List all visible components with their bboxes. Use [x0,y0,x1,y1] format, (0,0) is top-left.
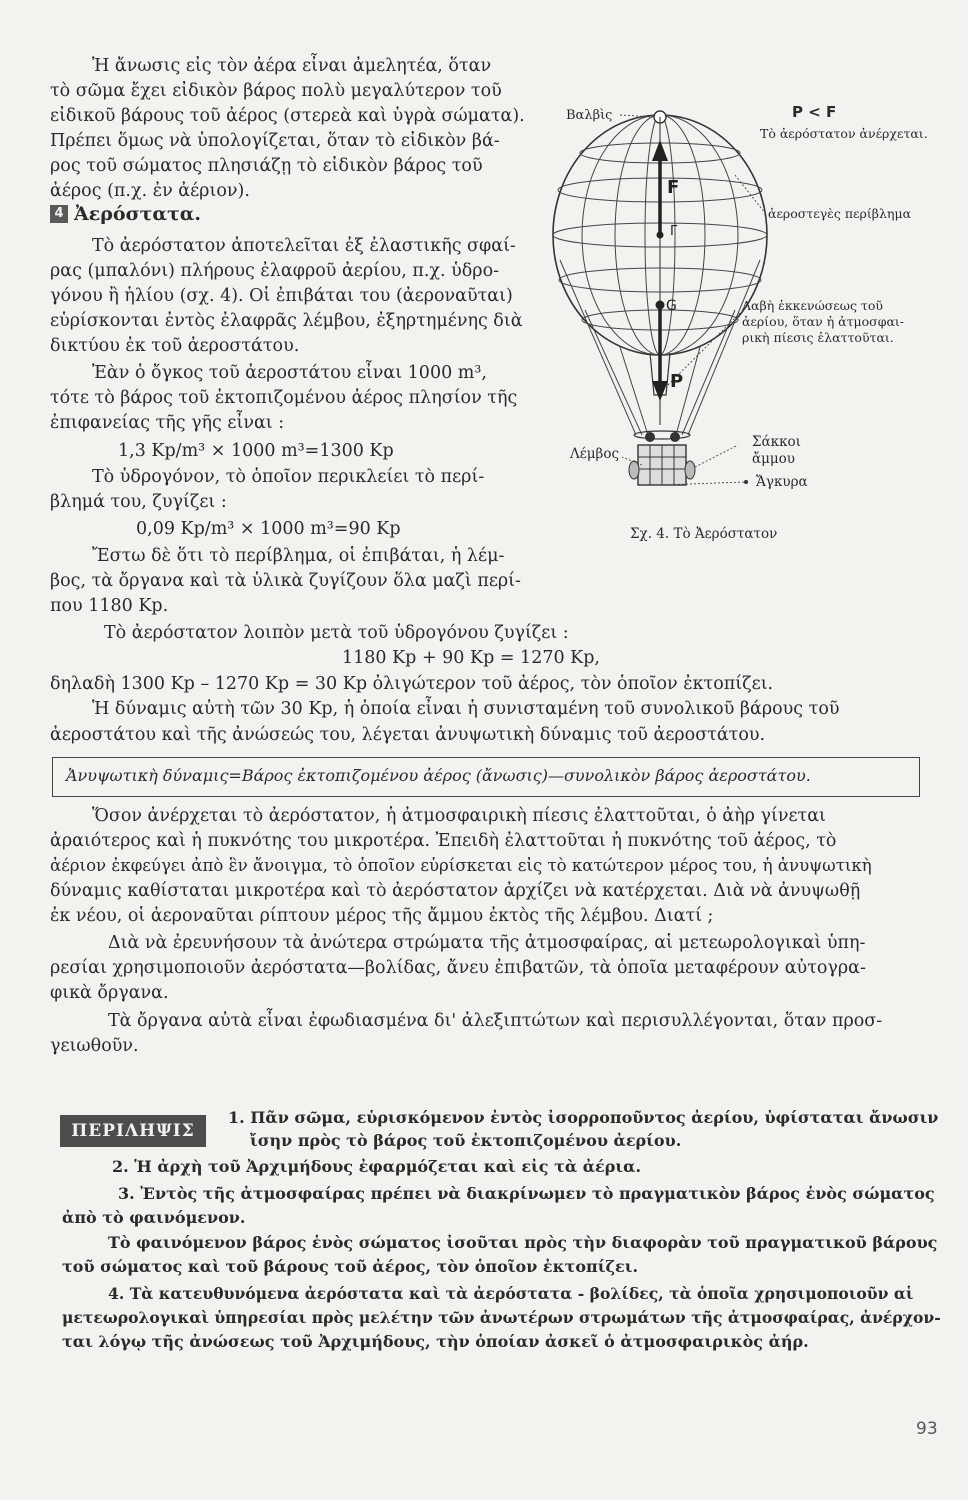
center-G-label: G [666,298,677,314]
body-full-5: ἀεροστάτου καὶ τῆς ἀνώσεώς του, λέγεται ἀνυψωτικὴ δύναμις τοῦ ἀεροστάτου. [50,725,766,745]
body-left-11: βλημά του, ζυγίζει : [50,492,227,512]
summary-line-7: τοῦ σώματος καὶ τοῦ βάρους τοῦ ἀέρος, τὸν ὁποῖον ἐκτοπίζει. [62,1257,639,1276]
body-after-5: ἐκ νέου, οἱ ἀεροναῦται ρίπτουν μέρος τῆς ἄμμου ἐκτὸς τῆς λέμβου. Διατί ; [50,906,714,926]
summary-line-3: 2. Ἡ ἀρχὴ τοῦ Ἀρχιμήδους ἐφαρμόζεται καὶ εἰς τὰ ἀέρια. [112,1157,642,1176]
intro-line-4: Πρέπει ὅμως νὰ ὑπολογίζεται, ὅταν τὸ εἰδικὸν βά- [50,131,500,151]
body-left-13: Ἔστω δὲ ὅτι τὸ περίβλημα, οἱ ἐπιβάται, ἡ λέμ- [92,546,505,566]
body-left-3: γόνου ἢ ἡλίου (σχ. 4). Οἱ ἐπιβάται του (ἀεροναῦται) [50,286,513,306]
lift-formula: Ἀνυψωτικὴ δύναμις=Βάρος ἐκτοπιζομένου ἀέρος (ἄνωσις)—συνολικὸν βάρος ἀεροστάτου. [66,766,811,785]
condition-note: Τὸ ἀερόστατον ἀνέρχεται. [760,126,928,141]
body-after-7: ρεσίαι χρησιμοποιοῦν ἀερόστατα—βολίδας, ἄνευ ἐπιβατῶν, τὰ ὁποῖα μεταφέρουν αὐτογρα- [50,958,866,978]
body-left-1: Τὸ ἀερόστατον ἀποτελεῖται ἐξ ἐλαστικῆς σφαί- [92,236,516,256]
intro-line-5: ρος τοῦ σώματος πλησιάζῃ τὸ εἰδικὸν βάρος τοῦ [50,156,483,176]
body-left-7: τότε τὸ βάρος τοῦ ἐκτοπιζομένου ἀέρος πλησίον τῆς [50,388,518,408]
force-P-arrow-icon [652,381,668,401]
body-after-9: Τὰ ὄργανα αὐτὰ εἶναι ἐφωδιασμένα δι' ἀλεξιπτώτων καὶ περισυλλέγονται, ὅταν προσ- [108,1011,883,1031]
body-after-4: δύναμις καθίσταται μικροτέρα καὶ τὸ ἀερόστατον ἀρχίζει νὰ κατέρχεται. Διὰ νὰ ἀνυψωθῇ [50,881,861,901]
label-sandbags-1: Σάκκοι [752,434,801,450]
body-after-6: Διὰ νὰ ἐρευνήσουν τὰ ἀνώτερα στρώματα τῆς ἀτμοσφαίρας, αἱ μετεωρολογικαὶ ὑπη- [108,933,866,953]
label-valve: Βαλβὶς [566,108,613,123]
label-envelope: ἀεροστεγὲς περίβλημα [768,206,912,221]
body-left-8: ἐπιφανείας τῆς γῆς εἶναι : [50,413,285,433]
condition-label: P < F [792,103,837,121]
body-after-2: ἀραιότερος καὶ ἡ πυκνότης του μικροτέρα. Ἐπειδὴ ἐλαττοῦται ἡ πυκνότης τοῦ ἀέρος, τὸ [50,831,837,851]
body-left-5: δικτύου ἐκ τοῦ ἀεροστάτου. [50,336,300,356]
intro-line-2: τὸ σῶμα ἔχει εἰδικὸν βάρος πολὺ μεγαλύτερον τοῦ [50,81,502,101]
body-after-1: Ὅσον ἀνέρχεται τὸ ἀερόστατον, ἡ ἀτμοσφαιρικὴ πίεσις ἐλαττοῦται, ὁ ἀὴρ γίνεται [92,806,826,826]
label-handle-3: ρικὴ πίεσις ἐλαττοῦται. [742,330,894,345]
body-left-6: Ἐὰν ὁ ὄγκος τοῦ ἀεροστάτου εἶναι 1000 m³, [92,363,487,383]
body-after-8: φικὰ ὄργανα. [50,983,169,1003]
page-number: 93 [916,1419,938,1439]
body-after-10: γειωθοῦν. [50,1036,139,1056]
calc-hydrogen-weight: 0,09 Kp/m³ × 1000 m³=90 Kp [136,519,401,539]
anchor-icon [744,480,748,484]
summary-line-1: 1. Πᾶν σῶμα, εὑρισκόμενον ἐντὸς ἰσορροποῦντος ἀερίου, ὑφίσταται ἄνωσιν [228,1108,939,1127]
label-basket: Λέμβος [570,446,620,462]
body-full-4: Ἡ δύναμις αὐτὴ τῶν 30 Kp, ἡ ὁποία εἶναι ἡ συνισταμένη τοῦ συνολικοῦ βάρους τοῦ [92,699,840,719]
body-left-15: που 1180 Kp. [50,596,169,616]
label-anchor: Ἄγκυρα [756,474,808,490]
body-after-3: ἀέριον ἐκφεύγει ἀπὸ ἓν ἄνοιγμα, τὸ ὁποῖον εὑρίσκεται εἰς τὸ κατώτερον μέρος του, ἡ ἀνυψωτικὴ [50,856,872,875]
summary-line-10: ται λόγῳ τῆς ἀνώσεως τοῦ Ἀρχιμήδους, τὴν ὁποίαν ἀσκεῖ ὁ ἀτμοσφαιρικὸς ἀήρ. [62,1332,809,1351]
calc-total-weight: 1180 Kp + 90 Kp = 1270 Kp, [342,648,600,668]
center-gamma-label: Γ [670,224,678,239]
body-full-3: δηλαδὴ 1300 Kp – 1270 Kp = 30 Kp ὀλιγώτερον τοῦ ἀέρος, τὸν ὁποῖον ἐκτοπίζει. [50,674,774,694]
summary-line-2: ἴσην πρὸς τὸ βάρος τοῦ ἐκτοπιζομένου ἀερίου. [250,1131,682,1150]
body-left-14: βος, τὰ ὄργανα καὶ τὰ ὑλικὰ ζυγίζουν ὅλα μαζὶ περί- [50,571,521,591]
summary-badge: ΠΕΡΙΛΗΨΙΣ [60,1115,206,1147]
summary-line-4: 3. Ἐντὸς τῆς ἀτμοσφαίρας πρέπει νὰ διακρίνωμεν τὸ πραγματικὸν βάρος ἑνὸς σώματος [118,1184,935,1203]
label-handle-1: Λαβὴ ἐκκενώσεως τοῦ [742,298,883,313]
body-left-2: ρας (μπαλόνι) πλήρους ἐλαφροῦ ἀερίου, π.χ. ὑδρο- [50,261,500,281]
calc-air-weight: 1,3 Kp/m³ × 1000 m³=1300 Kp [118,441,394,461]
summary-line-8: 4. Τὰ κατευθυνόμενα ἀερόστατα καὶ τὰ ἀερόστατα - βολίδες, τὰ ὁποῖα χρησιμοποιοῦν αἱ [108,1284,914,1303]
label-handle-2: ἀερίου, ὅταν ἡ ἀτμοσφαι- [742,314,905,329]
intro-line-3: εἰδικοῦ βάρους τοῦ ἀέρος (στερεὰ καὶ ὑγρὰ σώματα). [50,106,525,126]
label-sandbags-2: ἄμμου [752,451,795,467]
section-title: Ἀερόστατα. [74,203,202,225]
force-P-label: P [670,371,684,392]
body-full-1: Τὸ ἀερόστατον λοιπὸν μετὰ τοῦ ὑδρογόνου ζυγίζει : [104,623,569,643]
summary-line-6: Τὸ φαινόμενον βάρος ἑνὸς σώματος ἰσοῦται πρὸς τὴν διαφορὰν τοῦ πραγματικοῦ βάρους [108,1233,938,1252]
intro-line-1: Ἡ ἄνωσις εἰς τὸν ἀέρα εἶναι ἀμελητέα, ὅταν [92,56,492,76]
sandbag-icon [685,461,695,479]
figure-caption: Σχ. 4. Τὸ Ἀερόστατον [630,526,778,542]
sandbag-icon [629,461,639,479]
intro-line-6: ἀέρος (π.χ. ἐν ἀέριον). [50,181,250,201]
force-F-label: F [667,177,680,198]
summary-line-5: ἀπὸ τὸ φαινόμενον. [62,1208,246,1227]
body-left-4: εὑρίσκονται ἐντὸς ἐλαφρᾶς λέμβου, ἐξηρτημένης διὰ [50,311,523,331]
summary-line-9: μετεωρολογικαὶ ὑπηρεσίαι πρὸς μελέτην τῶν ἀνωτέρων στρωμάτων τῆς ἀτμοσφαίρας, ἀνέρχον- [62,1308,941,1327]
section-number: 4 [50,205,68,223]
body-left-10: Τὸ ὑδρογόνον, τὸ ὁποῖον περικλείει τὸ περί- [92,467,485,487]
